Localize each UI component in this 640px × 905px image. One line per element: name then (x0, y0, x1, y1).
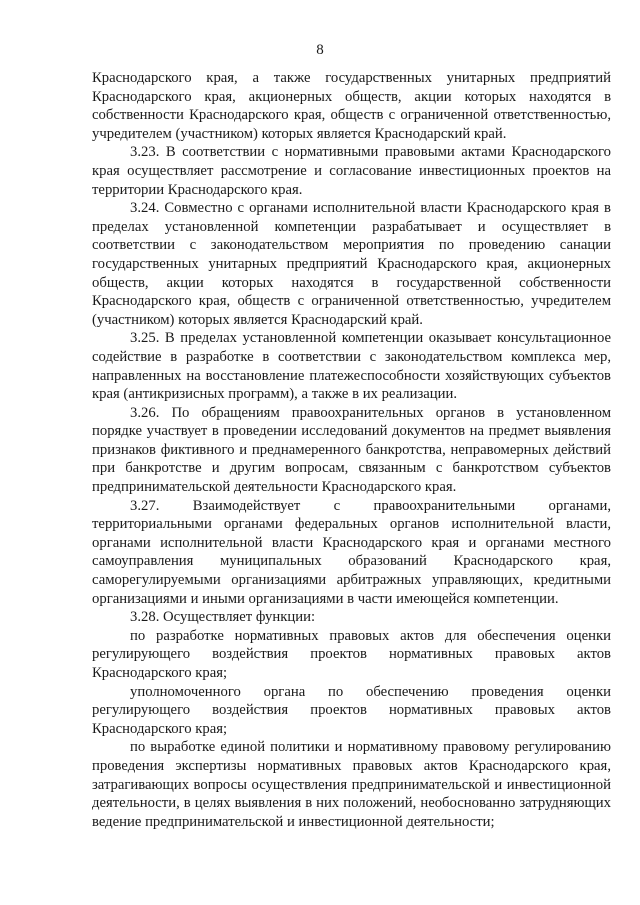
list-item-expertise-policy: по выработке единой политики и нормативному правовому регулированию проведения экспертизы нормативных правовых актов Краснодарского края, затрагивающих вопросы осуществления предпринимательской и инвестиционной деятельности, в целях выявления в них положений, необоснованно затрудняющих ведение предпринимательской и инвестиционной деятельности; (92, 739, 611, 830)
paragraph-3-26: 3.26. По обращениям правоохранительных органов в установленном порядке участвует в проведении исследований документов на предмет выявления признаков фиктивного и преднамеренного банкротства, неправомерных действий при банкротстве и другим вопросам, связанным с банкротством субъектов предпринимательской деятельности Краснодарского края. (92, 404, 611, 496)
document-body (92, 69, 611, 831)
paragraph-3-28: 3.28. Осуществляет функции: (130, 609, 316, 626)
list-item-regulatory-development: по разработке нормативных правовых актов для обеспечения оценки регулирующего воздействия проектов нормативных правовых актов Краснодарского края; (92, 627, 611, 681)
paragraph-3-23: 3.23. В соответствии с нормативными правовыми актами Краснодарского края осуществляет рассмотрение и согласование инвестиционных проектов на территории Краснодарского края. (92, 144, 611, 198)
paragraph-3-27: 3.27. Взаимодействует с правоохранительными органами, территориальными органами федеральных органов исполнительной власти, органами исполнительной власти Краснодарского края и органами местного самоуправления муниципальных образований Краснодарского края, саморегулируемыми организациями арбитражных управляющих, кредитными организациями и иными организациями в части имеющейся компетенции. (92, 497, 611, 607)
paragraph-3-24: 3.24. Совместно с органами исполнительной власти Краснодарского края в пределах установленной компетенции разрабатывает и осуществляет в соответствии с законодательством мероприятия по проведению санации государственных унитарных предприятий Краснодарского края, акционерных обществ, акции которых находятся в государственной собственности Краснодарского края, обществ с ограниченной ответственностью, учредителем (участником) которых является Краснодарский край. (92, 200, 611, 328)
paragraph-3-25: 3.25. В пределах установленной компетенции оказывает консультационное содействие в разработке в соответствии с законодательством комплекса мер, направленных на восстановление платежеспособности хозяйствующих субъектов края (антикризисных программ), а также в их реализации. (92, 330, 611, 403)
paragraph-continuation: Краснодарского края, а также государственных унитарных предприятий Краснодарского края, акционерных обществ, акции которых находятся в собственности Краснодарского края, обществ с ограниченной ответственностью, учредителем (участником) которых является Краснодарский край. (92, 70, 611, 142)
list-item-authorized-body: уполномоченного органа по обеспечению проведения оценки регулирующего воздействия проектов нормативных правовых актов Краснодарского края; (92, 683, 611, 737)
page-number: 8 (316, 42, 324, 58)
